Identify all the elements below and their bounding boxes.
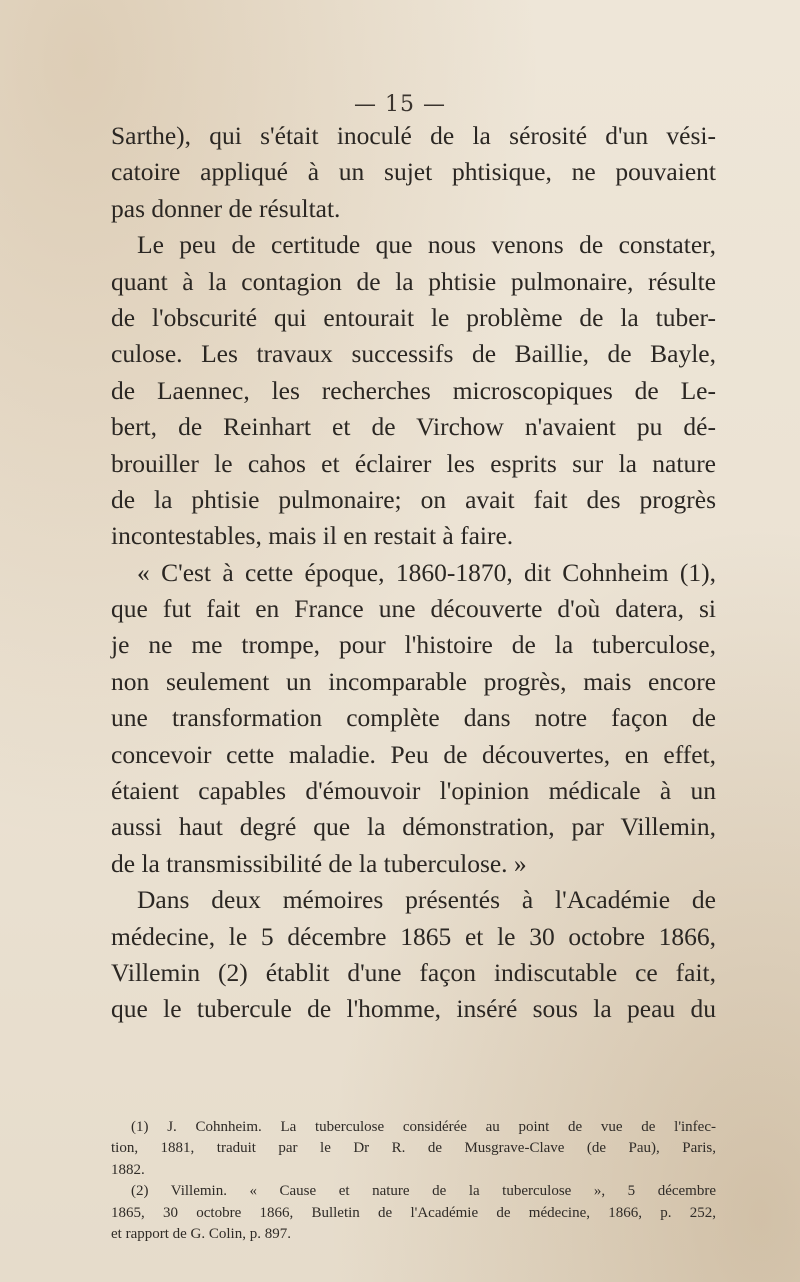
text-line: que le tubercule de l'homme, inséré sous la peau du <box>111 994 716 1024</box>
text-line: je ne me trompe, pour l'histoire de la tuberculose, <box>111 630 716 660</box>
text-line: catoire appliqué à un sujet phtisique, ne pouvaient <box>111 157 716 187</box>
footnote-line: tion, 1881, traduit par le Dr R. de Musgrave-Clave (de Pau), Paris, <box>111 1140 716 1157</box>
text-line: Dans deux mémoires présentés à l'Académie de <box>137 885 716 915</box>
text-line: quant à la contagion de la phtisie pulmonaire, résulte <box>111 266 716 296</box>
text-line: bert, de Reinhart et de Virchow n'avaient pu dé- <box>111 412 716 442</box>
footnote-line: 1882. <box>111 1161 145 1178</box>
text-line: Le peu de certitude que nous venons de constater, <box>137 230 716 260</box>
text-line: non seulement un incomparable progrès, mais encore <box>111 666 716 696</box>
footnote-line: (1) J. Cohnheim. La tuberculose considérée au point de vue de l'infec- <box>131 1119 716 1135</box>
text-line: de Laennec, les recherches microscopiques de Le- <box>111 375 716 405</box>
text-line: « C'est à cette époque, 1860-1870, dit Cohnheim (1), <box>137 557 716 587</box>
text-line: concevoir cette maladie. Peu de découvertes, en effet, <box>111 739 716 769</box>
text-line: pas donner de résultat. <box>111 193 341 223</box>
text-line: que fut fait en France une découverte d'où datera, si <box>111 594 716 624</box>
text-line: Sarthe), qui s'était inoculé de la sérosité d'un vési- <box>111 121 716 150</box>
text-line: une transformation complète dans notre façon de <box>111 703 716 733</box>
text-line: de l'obscurité qui entourait le problème de la tuber- <box>111 302 716 332</box>
text-line: culose. Les travaux successifs de Baillie, de Bayle, <box>111 339 716 369</box>
page-number: — 15 — <box>354 92 446 117</box>
text-line: aussi haut degré que la démonstration, par Villemin, <box>111 812 716 842</box>
text-line: médecine, le 5 décembre 1865 et le 30 octobre 1866, <box>111 921 716 951</box>
footnote-line: (2) Villemin. « Cause et nature de la tuberculose », 5 décembre <box>131 1183 716 1200</box>
main-text <box>111 118 716 1028</box>
text-line: brouiller le cahos et éclairer les esprits sur la nature <box>111 448 716 478</box>
text-line: étaient capables d'émouvoir l'opinion médicale à un <box>111 776 716 806</box>
footnote-line: et rapport de G. Colin, p. 897. <box>111 1225 291 1242</box>
text-line: de la transmissibilité de la tuberculose. » <box>111 848 527 878</box>
text-line: incontestables, mais il en restait à faire. <box>111 521 514 551</box>
footnotes <box>111 1117 716 1245</box>
text-line: Villemin (2) établit d'une façon indiscutable ce fait, <box>111 957 716 987</box>
footnote-line: 1865, 30 octobre 1866, Bulletin de l'Académie de médecine, 1866, p. 252, <box>111 1204 716 1221</box>
text-line: de la phtisie pulmonaire; on avait fait des progrès <box>111 484 716 514</box>
